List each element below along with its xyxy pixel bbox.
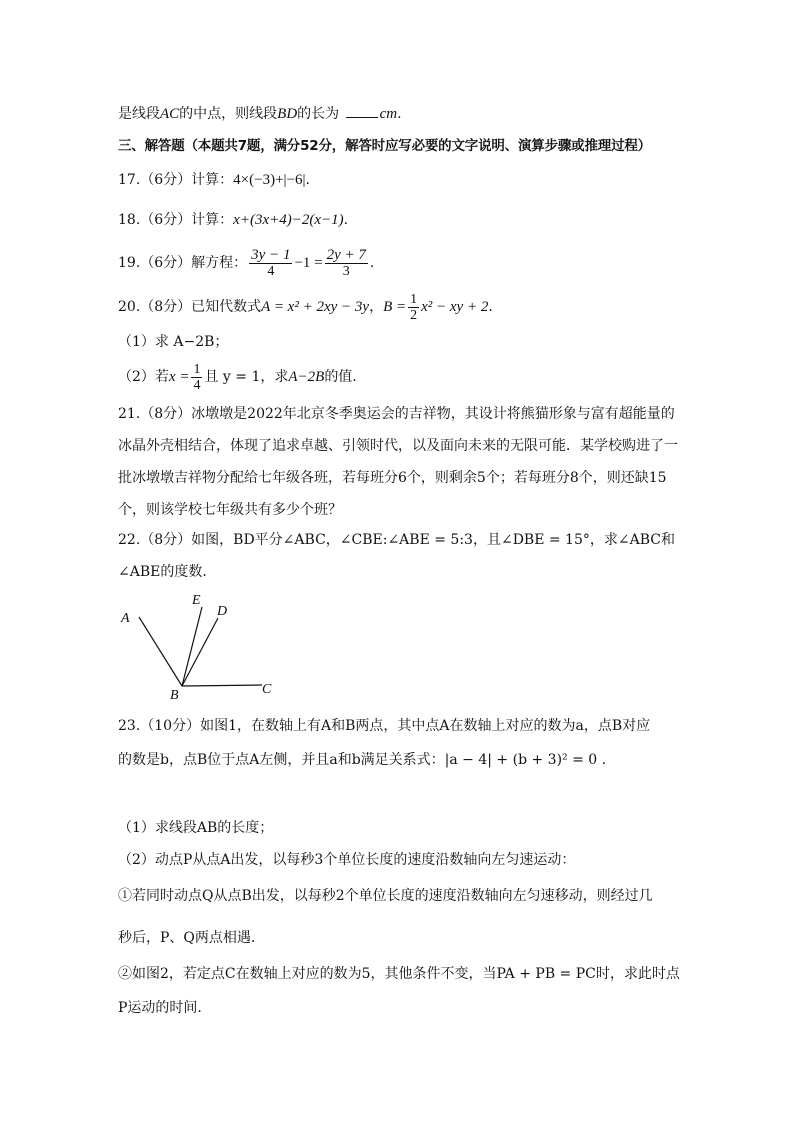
q23-line1: 23.（10分）如图1，在数轴上有A和B两点，其中点A在数轴上对应的数为a，点B对应 <box>118 718 651 734</box>
ray-bc <box>182 685 262 686</box>
q23-part2b-line2: P运动的时间. <box>118 1000 202 1016</box>
q20-part2-condition: 且 y = 1，求 <box>204 369 289 385</box>
question-19 <box>118 246 374 280</box>
fraction-denominator: 4 <box>267 263 275 279</box>
q23-part2a-line1: ①若同时动点Q从点B出发，以每秒2个单位长度的速度沿数轴向左匀速移动，则经过几 <box>118 888 653 904</box>
q20-fraction-half <box>408 292 419 323</box>
q16-tail <box>118 104 402 124</box>
q20-separator: ， <box>369 299 384 315</box>
answer-blank[interactable] <box>346 105 378 118</box>
q23-part1: （1）求线段AB的长度； <box>118 820 274 836</box>
fraction-denominator: 4 <box>193 377 201 393</box>
point-label-b: B <box>170 688 179 700</box>
ray-ba <box>139 617 182 686</box>
section3-title: 三、解答题（本题共7题，满分52分，解答时应写必要的文字说明、演算步骤或推理过程） <box>118 138 651 154</box>
q19-fraction-left <box>249 248 292 279</box>
q23-line2: 的数是b，点B位于点A左侧，并且a和b满足关系式：|a − 4| + (b + 3)² = 0 . <box>118 752 607 768</box>
q18-expression: x+(3x+4)−2(x−1) <box>233 212 344 228</box>
q21-line3: 批冰墩墩吉祥物分配给七年级各班，若每班分6个，则剩余5个；若每班分8个，则还缺15 <box>118 470 667 486</box>
q16-unit: cm <box>379 106 398 122</box>
q19-fraction-right <box>325 248 368 279</box>
q20-fraction-quarter <box>191 362 202 393</box>
q22-line1: 22.（8分）如图，BD平分∠ABC，∠CBE:∠ABE = 5:3，且∠DBE = 15°，求∠ABC和 <box>118 532 675 548</box>
q17-end: . <box>305 172 310 188</box>
q20-expression-b: x² − xy + 2 <box>421 299 489 315</box>
fraction-numerator: 3y − 1 <box>251 246 291 263</box>
q16-text-post: 的长为 <box>297 106 340 122</box>
q23-part2b-line1: ②如图2，若定点C在数轴上对应的数为5，其他条件不变，当PA + PB = PC时，求此时点 <box>118 966 680 982</box>
fraction-numerator: 1 <box>193 361 201 377</box>
q20-part2-label: （2）若 <box>118 369 169 385</box>
question-20 <box>118 290 493 324</box>
q20-expression-a: A = x² + 2xy − 3y <box>261 299 370 315</box>
question-17 <box>118 170 310 190</box>
q20-part2 <box>118 360 357 394</box>
question-18 <box>118 210 348 230</box>
q16-end: . <box>397 106 402 122</box>
q18-label: 18.（6分）计算： <box>118 212 234 228</box>
q16-segment-ac: AC <box>160 106 180 122</box>
q21-line2: 冰晶外壳相结合，体现了追求卓越、引领时代，以及面向未来的无限可能．某学校购进了一 <box>118 438 678 454</box>
q20-part1: （1）求 A−2B； <box>118 334 229 350</box>
fraction-denominator: 2 <box>410 307 418 323</box>
q19-minus-one: −1 = <box>294 255 323 271</box>
angle-figure <box>112 585 282 700</box>
fraction-denominator: 3 <box>342 263 350 279</box>
q20-end: . <box>488 299 493 315</box>
point-label-e: E <box>192 593 201 608</box>
q20-part2-end: 的值. <box>324 369 357 385</box>
q20-label: 20.（8分）已知代数式 <box>118 299 262 315</box>
point-label-a: A <box>121 611 130 626</box>
q16-segment-bd: BD <box>277 106 298 122</box>
q21-line4: 个，则该学校七年级共有多少个班？ <box>118 502 342 518</box>
q16-text-mid: 的中点，则线段 <box>179 106 278 122</box>
q18-end: . <box>343 212 349 228</box>
ray-be <box>182 607 202 686</box>
q20-x-equals: x = <box>168 369 190 385</box>
q17-expression: 4×(−3)+|−6| <box>233 172 306 188</box>
q17-label: 17.（6分）计算： <box>118 172 234 188</box>
q21-line1: 21.（8分）冰墩墩是2022年北京冬季奥运会的吉祥物，其设计将熊猫形象与富有超能量的 <box>118 406 675 422</box>
ray-bd <box>182 618 218 686</box>
q16-text: 是线段 <box>118 106 160 122</box>
q22-line2: ∠ABE的度数. <box>118 564 207 580</box>
fraction-numerator: 1 <box>410 291 418 307</box>
q23-part2a-line2: 秒后，P、Q两点相遇. <box>118 930 256 946</box>
q20-part2-expression: A−2B <box>288 369 325 385</box>
point-label-c: C <box>262 682 272 697</box>
point-label-d: D <box>217 604 228 619</box>
q19-end: . <box>369 255 375 271</box>
q19-label: 19.（6分）解方程： <box>118 255 248 271</box>
fraction-numerator: 2y + 7 <box>326 246 366 263</box>
q20-b-equals: B = <box>383 299 407 315</box>
q23-part2: （2）动点P从点A出发，以每秒3个单位长度的速度沿数轴向左匀速运动： <box>118 852 576 868</box>
